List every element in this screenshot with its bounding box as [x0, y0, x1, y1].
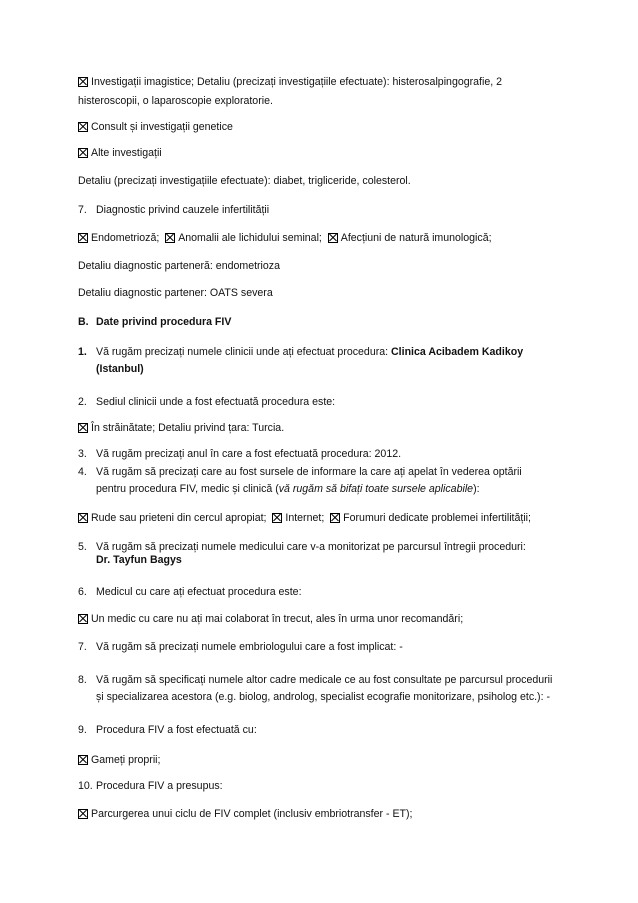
embryologist-text: Vă rugăm să precizați numele embriologului care a fost implicat: -: [96, 641, 403, 653]
item-number: 2.: [78, 396, 87, 408]
item-number: 5.: [78, 541, 87, 553]
line-embryologist: [78, 640, 403, 654]
line-doctor-type: [78, 585, 302, 599]
other-detail-text: Detaliu (precizați investigațiile efectuate): diabet, trigliceride, colesterol.: [78, 175, 411, 187]
section-title: Date privind procedura FIV: [96, 316, 232, 328]
line-procedure-year: [78, 447, 401, 461]
partner-female-diagnosis-text: Detaliu diagnostic parteneră: endometrioza: [78, 260, 280, 272]
line-partner-male-diagnosis: [78, 286, 273, 300]
clinic-city-text: (Istanbul): [96, 363, 144, 375]
item-number: 6.: [78, 586, 87, 598]
line-info-sources-cont: [96, 482, 480, 496]
other-staff-cont-text: și specializarea acestora (e.g. biolog, androlog, specialist ecografie monitorizare, psiholog etc.): -: [96, 691, 550, 703]
line-partner-female-diagnosis: [78, 259, 280, 273]
item-number: 8.: [78, 674, 87, 686]
clinic-name-text: Clinica Acibadem Kadikoy: [391, 346, 524, 358]
procedure-with-text: Procedura FIV a fost efectuată cu:: [96, 724, 257, 736]
abroad-text: În străinătate; Detaliu privind țara: Turcia.: [91, 422, 285, 434]
checkbox-checked-icon[interactable]: [272, 513, 282, 523]
immunological-text: Afecțiuni de natură imunologică;: [340, 232, 492, 244]
line-doctor-name: [96, 553, 182, 567]
line-imaging-detail: [78, 94, 273, 108]
line-imaging-investigations: [78, 75, 502, 89]
line-other-investigations: [78, 146, 162, 160]
clinic-question-text: Vă rugăm precizați numele clinicii unde ați efectuat procedura:: [96, 346, 389, 358]
checkbox-checked-icon[interactable]: [328, 233, 338, 243]
checkbox-checked-icon[interactable]: [330, 513, 340, 523]
other-investigations-text: Alte investigații: [91, 147, 162, 159]
seminal-anomalies-text: Anomalii ale lichidului seminal;: [178, 232, 322, 244]
info-sources-cont-text: pentru procedura FIV, medic și clinică (: [96, 483, 279, 495]
procedure-involved-text: Procedura FIV a presupus:: [96, 780, 223, 792]
checkbox-checked-icon[interactable]: [78, 77, 88, 87]
line-sources-selected: [78, 511, 531, 525]
checkbox-checked-icon[interactable]: [78, 148, 88, 158]
info-sources-text: Vă rugăm să precizați care au fost sursele de informare la care ați apelat în vederea optării: [96, 466, 522, 478]
line-other-detail: [78, 174, 411, 188]
section-heading-b: [78, 315, 231, 329]
checkbox-checked-icon[interactable]: [78, 614, 88, 624]
checkbox-checked-icon[interactable]: [78, 233, 88, 243]
doctor-name-text: Dr. Tayfun Bagys: [96, 554, 182, 566]
forums-text: Forumuri dedicate problemei infertilității;: [343, 512, 531, 524]
item-number: 1.: [78, 346, 87, 358]
line-clinic-city: [96, 362, 144, 376]
line-info-sources: [78, 465, 522, 479]
line-procedure-with: [78, 723, 257, 737]
item-number: 9.: [78, 724, 87, 736]
line-new-doctor: [78, 612, 463, 626]
item-number: 3.: [78, 448, 87, 460]
genetic-consult-text: Consult și investigații genetice: [91, 121, 233, 133]
checkbox-checked-icon[interactable]: [78, 122, 88, 132]
internet-text: Internet;: [285, 512, 325, 524]
item-number: 7.: [78, 204, 87, 216]
procedure-year-text: Vă rugăm precizați anul în care a fost efectuată procedura: 2012.: [96, 448, 402, 460]
checkbox-checked-icon[interactable]: [78, 423, 88, 433]
infertility-causes-text: Diagnostic privind cauzele infertilității: [96, 204, 270, 216]
endometriosis-text: Endometrioză;: [91, 232, 160, 244]
doctor-type-text: Medicul cu care ați efectuat procedura este:: [96, 586, 302, 598]
section-letter: B.: [78, 316, 89, 328]
item-number: 10.: [78, 780, 93, 792]
checkbox-checked-icon[interactable]: [78, 755, 88, 765]
line-infertility-causes: [78, 203, 269, 217]
line-clinic-name: [78, 345, 523, 359]
full-cycle-text: Parcurgerea unui ciclu de FIV complet (inclusiv embriotransfer - ET);: [91, 808, 413, 820]
line-monitoring-doctor: [78, 540, 526, 554]
partner-male-diagnosis-text: Detaliu diagnostic partener: OATS severa: [78, 287, 273, 299]
line-own-gametes: [78, 753, 160, 767]
info-sources-end: ):: [473, 483, 480, 495]
item-number: 4.: [78, 466, 87, 478]
imaging-detail-text: histeroscopii, o laparoscopie exploratorie.: [78, 95, 273, 107]
checkbox-checked-icon[interactable]: [78, 513, 88, 523]
new-doctor-text: Un medic cu care nu ați mai colaborat în trecut, ales în urma unor recomandări;: [91, 613, 464, 625]
own-gametes-text: Gameți proprii;: [91, 754, 161, 766]
item-number: 7.: [78, 641, 87, 653]
checkbox-checked-icon[interactable]: [165, 233, 175, 243]
line-abroad: [78, 421, 284, 435]
line-genetic-consult: [78, 120, 233, 134]
checkbox-checked-icon[interactable]: [78, 809, 88, 819]
line-other-staff: [78, 673, 552, 687]
line-clinic-location: [78, 395, 335, 409]
line-full-cycle: [78, 807, 412, 821]
monitoring-doctor-text: Vă rugăm să precizați numele medicului care v-a monitorizat pe parcursul întregii proceduri:: [96, 541, 526, 553]
relatives-text: Rude sau prieteni din cercul apropiat;: [91, 512, 267, 524]
info-sources-instruction: vă rugăm să bifați toate sursele aplicabile: [278, 483, 474, 495]
line-diagnoses: [78, 231, 492, 245]
imaging-investigations-text: Investigații imagistice; Detaliu (precizați investigațiile efectuate): histerosalpingografie, 2: [91, 76, 503, 88]
other-staff-text: Vă rugăm să specificați numele altor cadre medicale ce au fost consultate pe parcursul procedurii: [96, 674, 553, 686]
clinic-location-text: Sediul clinicii unde a fost efectuată procedura este:: [96, 396, 336, 408]
line-other-staff-cont: [96, 690, 550, 704]
line-procedure-involved: [78, 779, 223, 793]
